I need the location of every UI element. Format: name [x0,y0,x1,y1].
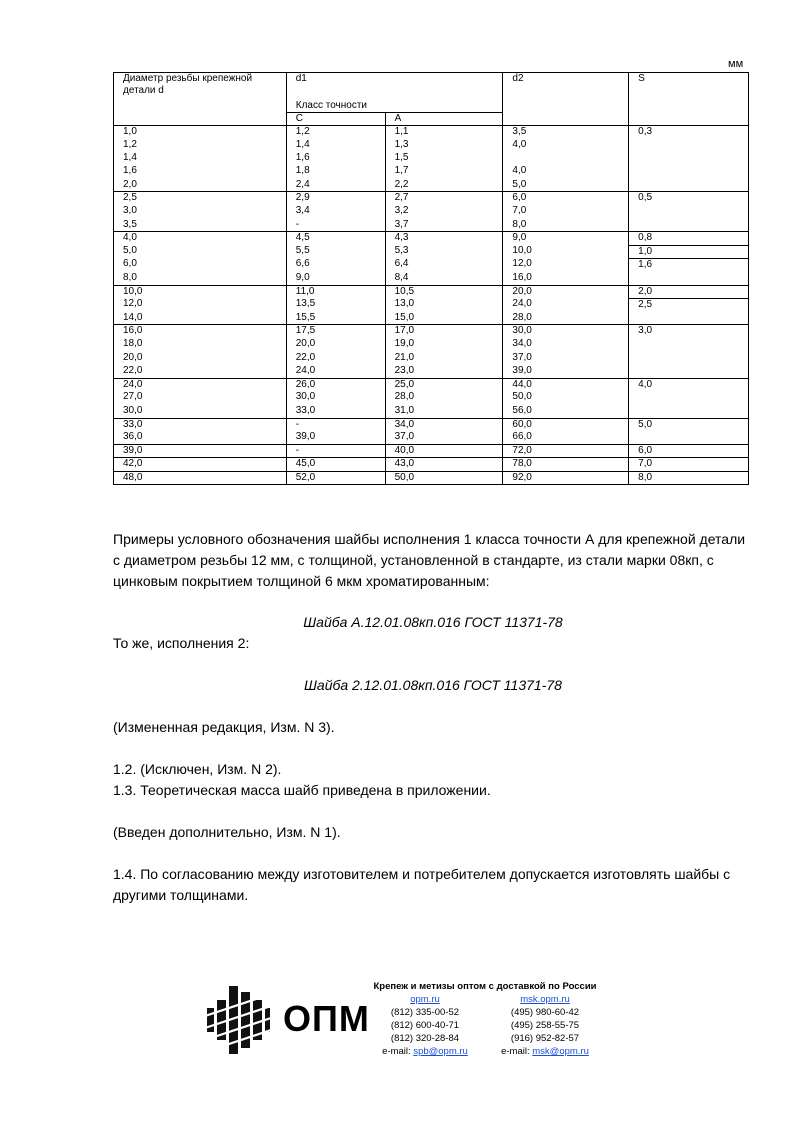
dimensions-table [113,72,749,485]
table-row [114,458,749,471]
phone-msk-2: (495) 258-55-75 [510,1020,580,1031]
cell-d: 10,0 [114,285,287,298]
cell-d2: 39,0 [503,365,629,378]
cell-s: 0,8 [629,232,749,245]
cell-s: 8,0 [629,471,749,484]
cell-d1-c: 17,5 [286,325,385,338]
cell-d2: 78,0 [503,458,629,471]
cell-d1-a: 34,0 [385,418,503,431]
paragraph-revision-note: (Измененная редакция, Изм. N 3). [113,719,335,735]
cell-d1-a: 6,4 [385,258,503,271]
cell-d1-c: 22,0 [286,352,385,365]
cell-s: 4,0 [629,378,749,418]
cell-d1-a: 15,0 [385,312,503,325]
cell-d1-c: 13,5 [286,298,385,311]
cell-d1-c: 3,4 [286,205,385,218]
cell-d2: 4,0 [503,139,629,152]
cell-d2: 20,0 [503,285,629,298]
cell-d1-c: 1,6 [286,152,385,165]
cell-d2: 6,0 [503,192,629,205]
cell-d: 5,0 [114,245,287,258]
cell-d1-c: - [286,445,385,458]
cell-d2: 9,0 [503,232,629,245]
paragraph-same-variant: То же, исполнения 2: [113,635,250,651]
example-designation-1: Шайба А.12.01.08кп.016 ГОСТ 11371-78 [303,614,563,630]
cell-d2: 3,5 [503,126,629,139]
cell-d1-c: 4,5 [286,232,385,245]
footer [205,980,605,1070]
cell-d2: 16,0 [503,272,629,285]
cell-d1-c: 5,5 [286,245,385,258]
cell-d1-c: 15,5 [286,312,385,325]
email-link-spb[interactable]: spb@opm.ru [413,1046,468,1057]
cell-d2 [503,152,629,165]
cell-d2: 5,0 [503,179,629,192]
cell-d1-c: 45,0 [286,458,385,471]
cell-d2: 92,0 [503,471,629,484]
phone-spb-3: (812) 320-28-84 [390,1033,460,1044]
cell-s: 2,0 [629,285,749,298]
cell-d1-a: 31,0 [385,405,503,418]
cell-d1-a: 50,0 [385,471,503,484]
cell-d1-a: 37,0 [385,431,503,444]
cell-s: 7,0 [629,458,749,471]
cell-d1-a: 17,0 [385,325,503,338]
cell-d1-a: 23,0 [385,365,503,378]
cell-s: 5,0 [629,418,749,445]
cell-d2: 24,0 [503,298,629,311]
cell-d1-a: 1,7 [385,165,503,178]
cell-d1-a: 5,3 [385,245,503,258]
cell-d1-c: 11,0 [286,285,385,298]
table-row [114,325,749,338]
cell-d: 14,0 [114,312,287,325]
table-row [114,471,749,484]
cell-d: 39,0 [114,445,287,458]
cell-d1-c: 24,0 [286,365,385,378]
cell-d2: 12,0 [503,258,629,271]
cell-d: 8,0 [114,272,287,285]
cell-d: 48,0 [114,471,287,484]
table-row [114,285,749,298]
cell-d2: 37,0 [503,352,629,365]
cell-d1-c: 1,4 [286,139,385,152]
contacts-msk [485,993,605,1058]
cell-d: 20,0 [114,352,287,365]
cell-d2: 50,0 [503,391,629,404]
cell-d2: 10,0 [503,245,629,258]
cell-d1-a: 8,4 [385,272,503,285]
cell-d2: 4,0 [503,165,629,178]
cell-d: 6,0 [114,258,287,271]
cell-s: 0,3 [629,126,749,192]
opm-logo-icon [205,984,271,1056]
cell-d1-a: 2,2 [385,179,503,192]
table-row [114,378,749,391]
table-row [114,232,749,245]
cell-d: 2,0 [114,179,287,192]
table-row [114,298,749,311]
cell-d1-c: - [286,418,385,431]
cell-d: 42,0 [114,458,287,471]
email-link-msk[interactable]: msk@opm.ru [532,1046,589,1057]
cell-d: 16,0 [114,325,287,338]
site-link-spb[interactable]: opm.ru [410,994,440,1005]
cell-d2: 8,0 [503,219,629,232]
cell-d1-a: 1,3 [385,139,503,152]
cell-d1-c: 6,6 [286,258,385,271]
table-row [114,126,749,139]
example-designation-2: Шайба 2.12.01.08кп.016 ГОСТ 11371-78 [304,677,562,693]
cell-d1-a: 25,0 [385,378,503,391]
paragraph-introduced-note: (Введен дополнительно, Изм. N 1). [113,824,341,840]
cell-d1-a: 2,7 [385,192,503,205]
site-link-msk[interactable]: msk.opm.ru [520,994,570,1005]
cell-d1-a: 40,0 [385,445,503,458]
cell-d: 4,0 [114,232,287,245]
cell-d1-a: 10,5 [385,285,503,298]
cell-d1-a: 4,3 [385,232,503,245]
header-accuracy-class: Класс точности [286,100,503,113]
cell-d: 3,0 [114,205,287,218]
cell-d1-c: 20,0 [286,338,385,351]
cell-d2: 56,0 [503,405,629,418]
cell-d: 2,5 [114,192,287,205]
phone-msk-1: (495) 980-60-42 [510,1007,580,1018]
cell-d1-c: 2,9 [286,192,385,205]
header-class-a: А [385,113,503,126]
cell-d1-c: 52,0 [286,471,385,484]
cell-d1-a: 1,1 [385,126,503,139]
cell-s: 2,5 [629,298,749,325]
header-d1: d1 [286,73,503,100]
cell-d1-c: 30,0 [286,391,385,404]
contacts-block [365,980,605,1058]
header-class-c: С [286,113,385,126]
unit-label: мм [728,58,744,70]
cell-s: 1,0 [629,245,749,258]
clause-1-4: 1.4. По согласованию между изготовителем и потребителем допускается изготовлять шайбы с другими толщинами. [113,866,731,903]
cell-d1-a: 3,7 [385,219,503,232]
cell-d1-c: 39,0 [286,431,385,444]
email-label-spb: e-mail: [382,1046,411,1057]
cell-d1-c: 9,0 [286,272,385,285]
cell-d: 1,2 [114,139,287,152]
cell-d1-a: 1,5 [385,152,503,165]
clause-1-2: 1.2. (Исключен, Изм. N 2). [113,761,282,777]
cell-d1-c: 1,8 [286,165,385,178]
table-row [114,192,749,205]
cell-d2: 28,0 [503,312,629,325]
header-s: S [629,73,749,126]
cell-d1-c: 1,2 [286,126,385,139]
cell-d2: 66,0 [503,431,629,444]
table-row [114,445,749,458]
email-label-msk: e-mail: [501,1046,530,1057]
table-row [114,418,749,431]
cell-d: 18,0 [114,338,287,351]
header-d2: d2 [503,73,629,126]
cell-s: 1,6 [629,258,749,285]
cell-s: 0,5 [629,192,749,232]
contacts-headline: Крепеж и метизы оптом с доставкой по России [373,981,597,992]
cell-d: 36,0 [114,431,287,444]
cell-d: 30,0 [114,405,287,418]
cell-s: 6,0 [629,445,749,458]
cell-d2: 30,0 [503,325,629,338]
cell-d: 27,0 [114,391,287,404]
cell-d2: 72,0 [503,445,629,458]
cell-d: 1,6 [114,165,287,178]
logo-text: ОПМ [283,998,370,1039]
cell-d1-a: 19,0 [385,338,503,351]
contacts-spb [365,993,485,1058]
cell-d1-a: 13,0 [385,298,503,311]
cell-d: 22,0 [114,365,287,378]
table-row [114,258,749,271]
cell-d: 12,0 [114,298,287,311]
cell-s: 3,0 [629,325,749,378]
cell-d: 3,5 [114,219,287,232]
cell-d2: 7,0 [503,205,629,218]
cell-d1-a: 43,0 [385,458,503,471]
cell-d: 24,0 [114,378,287,391]
cell-d1-a: 21,0 [385,352,503,365]
cell-d1-c: 26,0 [286,378,385,391]
cell-d2: 34,0 [503,338,629,351]
cell-d2: 44,0 [503,378,629,391]
phone-spb-2: (812) 600-40-71 [390,1020,460,1031]
cell-d: 1,4 [114,152,287,165]
paragraph-example-intro: Примеры условного обозначения шайбы исполнения 1 класса точности А для крепежной детали с диаметром резьбы 12 мм, с толщиной, установленной в стандарте, из стали марки 08кп, с цинковым покрытием толщиной 6 мкм хроматированным: [113,531,746,589]
cell-d2: 60,0 [503,418,629,431]
phone-spb-1: (812) 335-00-52 [390,1007,460,1018]
cell-d1-a: 3,2 [385,205,503,218]
phone-msk-3: (916) 952-82-57 [510,1033,580,1044]
clause-1-3: 1.3. Теоретическая масса шайб приведена в приложении. [113,782,491,798]
cell-d1-c: - [286,219,385,232]
header-d: Диаметр резьбы крепежной детали d [114,73,287,126]
cell-d1-c: 2,4 [286,179,385,192]
cell-d1-c: 33,0 [286,405,385,418]
cell-d: 33,0 [114,418,287,431]
cell-d: 1,0 [114,126,287,139]
cell-d1-a: 28,0 [385,391,503,404]
table-row [114,245,749,258]
